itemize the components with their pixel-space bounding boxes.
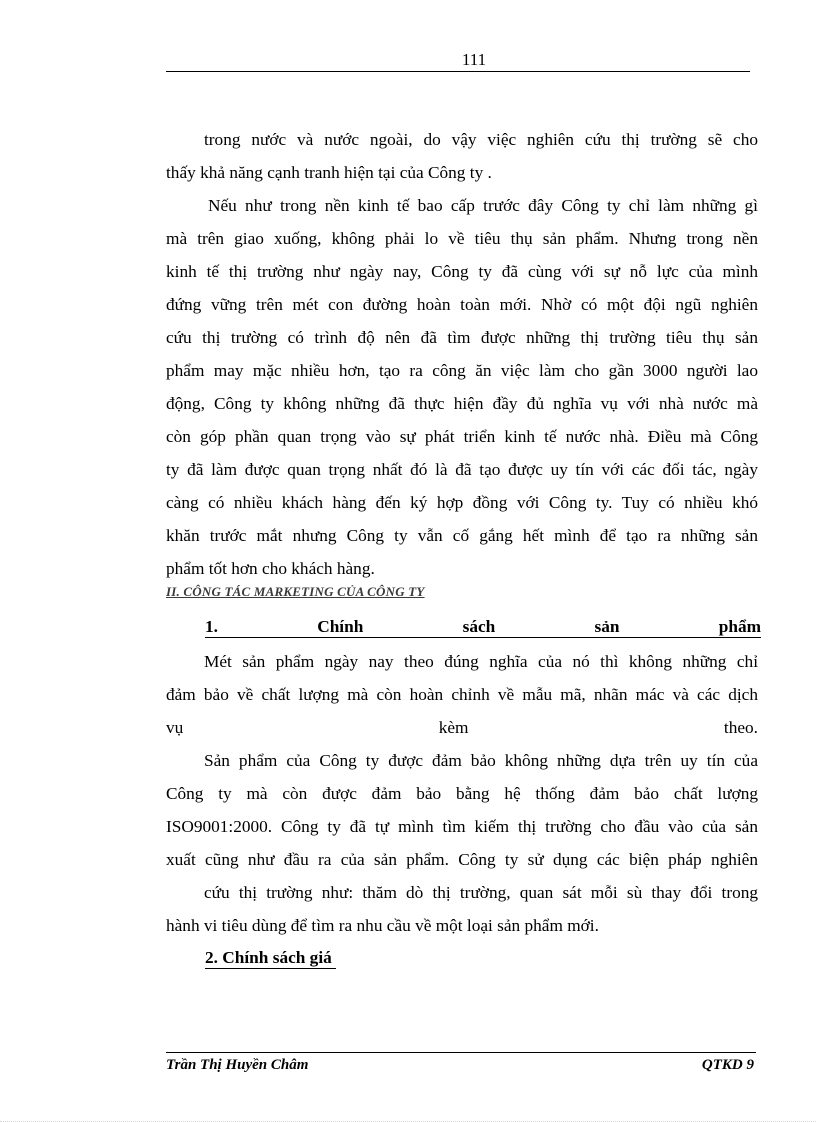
text-line: ty đã làm được quan trọng nhất đó là đã tạo được uy tín với các đối tác, ngày: [166, 460, 758, 479]
footer-author: Trần Thị Huyền Châm: [166, 1057, 309, 1073]
text-line: động, Công ty không những đã thực hiện đầy đủ nghĩa vụ với nhà nước mà: [166, 394, 758, 413]
subheading-product-policy: 1. Chính sách sản phẩm: [205, 617, 761, 636]
footer-rule: [166, 1052, 756, 1053]
text-line: Nếu như trong nền kinh tế bao cấp trước đây Công ty chỉ làm những gì: [208, 196, 758, 215]
header-rule: [166, 71, 750, 72]
text-line: ISO9001:2000. Công ty đã tự mình tìm kiếm thị trường cho đầu vào của sản: [166, 817, 758, 836]
text-line: xuất cũng như đầu ra của sản phẩm. Công ty sử dụng các biện pháp nghiên: [166, 850, 758, 869]
text-line: trong nước và nước ngoài, do vậy việc nghiên cứu thị trường sẽ cho: [204, 130, 758, 149]
text-line: vụ kèm theo.: [166, 718, 758, 737]
paragraph-5: [166, 876, 758, 942]
paragraph-3: [166, 645, 758, 744]
page-number: 111: [461, 50, 487, 69]
text-line: cứu thị trường có trình độ nên đã tìm được những thị trường tiêu thụ sản: [166, 328, 758, 347]
text-line: hành vi tiêu dùng để tìm ra nhu cầu về một loại sản phẩm mới.: [166, 916, 599, 935]
text-line: đảm bảo về chất lượng mà còn hoàn chỉnh về mẫu mã, nhãn mác và các dịch: [166, 685, 758, 704]
text-line: đứng vững trên mét con đường hoàn toàn mới. Nhờ có một đội ngũ nghiên: [166, 295, 758, 314]
text-line: phẩm may mặc nhiều hơn, tạo ra công ăn việc làm cho gần 3000 người lao: [166, 361, 758, 380]
section-heading: II. CÔNG TÁC MARKETING CỦA CÔNG TY: [166, 584, 425, 599]
text-line: Mét sản phẩm ngày nay theo đúng nghĩa của nó thì không những chỉ: [204, 652, 758, 671]
text-line: kinh tế thị trường như ngày nay, Công ty đã cùng với sự nỗ lực của mình: [166, 262, 758, 281]
text-line: càng có nhiều khách hàng đến ký hợp đồng với Công ty. Tuy có nhiều khó: [166, 493, 758, 512]
paragraph-2: [166, 189, 758, 585]
text-line: Công ty mà còn được đảm bảo bằng hệ thống đảm bảo chất lượng: [166, 784, 758, 803]
footer-class: QTKD 9: [701, 1057, 754, 1073]
text-line: thấy khả năng cạnh tranh hiện tại của Công ty .: [166, 163, 492, 182]
text-line: mà trên giao xuống, không phải lo về tiêu thụ sản phẩm. Nhưng trong nền: [166, 229, 758, 248]
body-text-bottom: [166, 645, 758, 942]
paragraph-4: [166, 744, 758, 876]
subheading-price-policy: 2. Chính sách giá: [205, 948, 336, 969]
paragraph-1: [166, 123, 758, 189]
text-line: phẩm tốt hơn cho khách hàng.: [166, 559, 375, 578]
text-line: khăn trước mắt nhưng Công ty vẫn cố gắng hết mình để tạo ra những sản: [166, 526, 758, 545]
body-text-top: [166, 123, 758, 585]
text-line: còn góp phần quan trọng vào sự phát triển kinh tế nước nhà. Điều mà Công: [166, 427, 758, 446]
text-line: cứu thị trường như: thăm dò thị trường, quan sát mỗi sù thay đổi trong: [204, 883, 758, 902]
text-line: Sản phẩm của Công ty được đảm bảo không những dựa trên uy tín của: [204, 751, 758, 770]
page-bottom-border: [0, 1121, 816, 1122]
